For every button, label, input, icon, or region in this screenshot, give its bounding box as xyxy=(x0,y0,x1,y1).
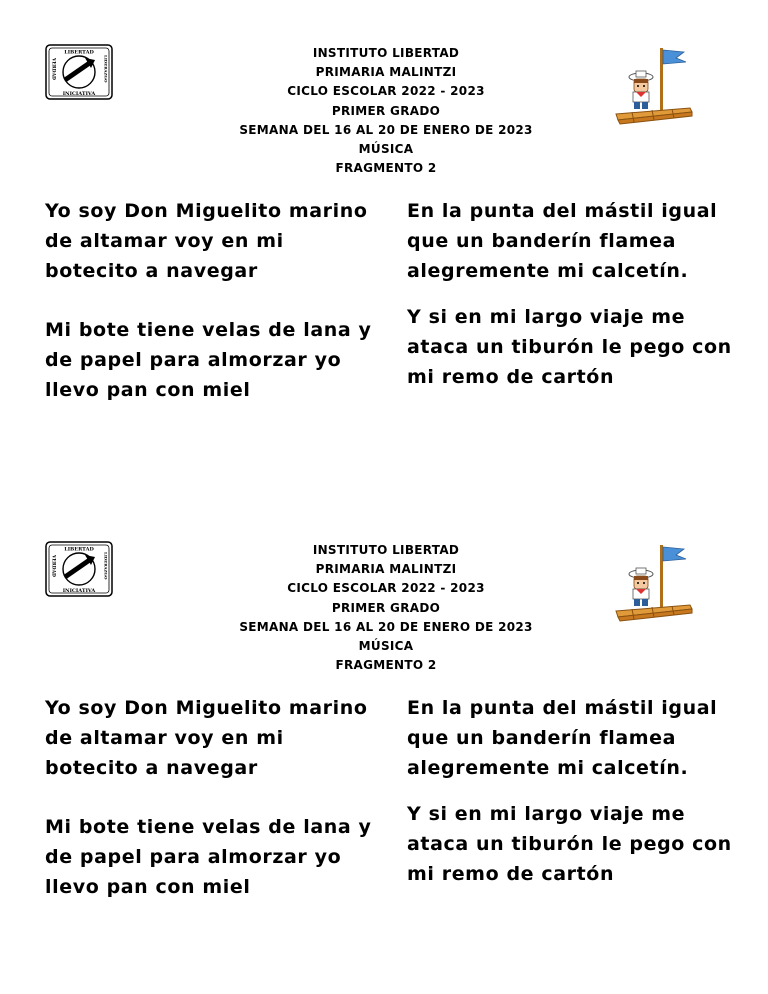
stanza-line: mi remo de cartón xyxy=(407,366,615,388)
stanza-line: ataca un tiburón le pego con xyxy=(407,833,732,855)
worksheet-bottom xyxy=(0,497,768,994)
stanza-line: En la punta del mástil igual xyxy=(407,200,718,222)
stanza-line: alegremente mi calcetín. xyxy=(407,757,689,779)
week: SEMANA DEL 16 AL 20 DE ENERO DE 2023 xyxy=(239,122,533,137)
stanza-line: Y si en mi largo viaje me xyxy=(407,803,686,825)
fragment: FRAGMENTO 2 xyxy=(335,161,437,176)
stanza-line: de papel para almorzar yo xyxy=(45,846,342,868)
stanza-line: Mi bote tiene velas de lana y xyxy=(45,816,372,838)
logo-top-text: LIBERTAD xyxy=(64,49,94,56)
logo-right-text: LIDERAZGO xyxy=(103,552,109,580)
stanza-1 xyxy=(45,196,385,286)
stanza-line: ataca un tiburón le pego con xyxy=(407,336,732,358)
header xyxy=(200,44,572,178)
school-level: PRIMARIA MALINTZI xyxy=(315,65,457,80)
stanza-line: Mi bote tiene velas de lana y xyxy=(45,319,372,341)
school-year: CICLO ESCOLAR 2022 - 2023 xyxy=(287,581,485,596)
stanza-line: botecito a navegar xyxy=(45,757,258,779)
school-year: CICLO ESCOLAR 2022 - 2023 xyxy=(287,84,485,99)
subject: MÚSICA xyxy=(358,142,414,157)
stanza-3 xyxy=(45,812,385,902)
grade: PRIMER GRADO xyxy=(331,600,441,615)
stanza-line: que un banderín flamea xyxy=(407,230,677,252)
stanza-line: de altamar voy en mi xyxy=(45,727,284,749)
stanza-line: Yo soy Don Miguelito marino xyxy=(45,697,368,719)
fragment: FRAGMENTO 2 xyxy=(335,658,437,673)
logo-bottom-text: INICIATIVA xyxy=(62,588,96,594)
logo-bottom-text: INICIATIVA xyxy=(62,91,96,97)
stanza-line: que un banderín flamea xyxy=(407,727,677,749)
logo-top-text: LIBERTAD xyxy=(64,546,94,553)
school-name: INSTITUTO LIBERTAD xyxy=(312,543,460,557)
stanza-line: Y si en mi largo viaje me xyxy=(407,306,686,328)
stanza-line: llevo pan con miel xyxy=(45,876,251,898)
stanza-line: botecito a navegar xyxy=(45,260,258,282)
school-level: PRIMARIA MALINTZI xyxy=(315,562,457,577)
stanza-line: mi remo de cartón xyxy=(407,863,615,885)
stanza-line: alegremente mi calcetín. xyxy=(407,260,689,282)
school-name: INSTITUTO LIBERTAD xyxy=(312,46,460,60)
stanza-line: Yo soy Don Miguelito marino xyxy=(45,200,368,222)
stanza-2 xyxy=(407,196,747,286)
sailor-on-raft-icon xyxy=(612,46,694,128)
sailor-on-raft-icon xyxy=(612,543,694,625)
logo-left-text: VERDAD xyxy=(50,555,56,577)
school-logo-icon xyxy=(45,44,113,100)
subject: MÚSICA xyxy=(358,639,414,654)
stanza-3 xyxy=(45,315,385,405)
stanza-4 xyxy=(407,799,747,889)
header xyxy=(200,541,572,675)
school-logo-icon xyxy=(45,541,113,597)
logo-right-text: LIDERAZGO xyxy=(103,55,109,83)
week: SEMANA DEL 16 AL 20 DE ENERO DE 2023 xyxy=(239,619,533,634)
stanza-1 xyxy=(45,693,385,783)
logo-left-text: VERDAD xyxy=(50,58,56,80)
stanza-line: llevo pan con miel xyxy=(45,379,251,401)
grade: PRIMER GRADO xyxy=(331,103,441,118)
stanza-line: de altamar voy en mi xyxy=(45,230,284,252)
stanza-4 xyxy=(407,302,747,392)
stanza-line: de papel para almorzar yo xyxy=(45,349,342,371)
stanza-line: En la punta del mástil igual xyxy=(407,697,718,719)
stanza-2 xyxy=(407,693,747,783)
